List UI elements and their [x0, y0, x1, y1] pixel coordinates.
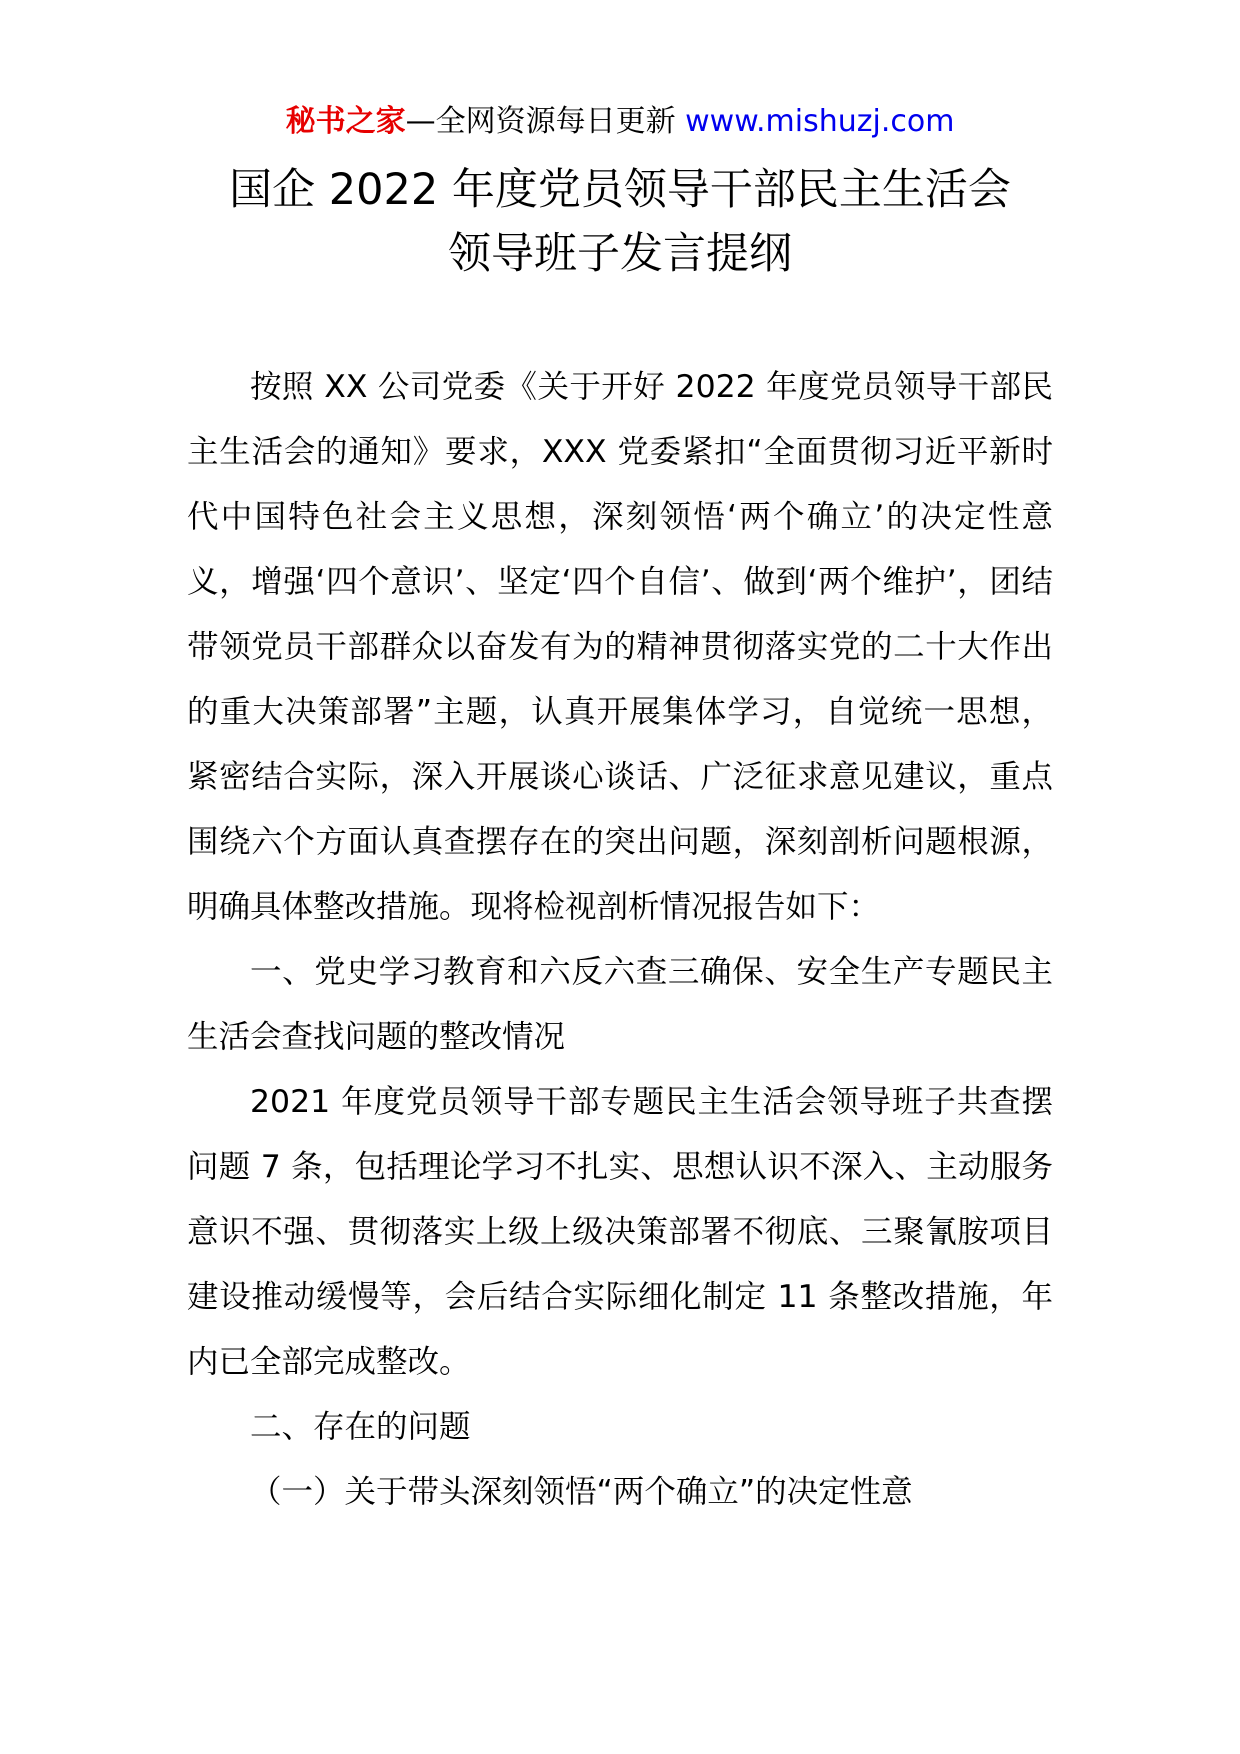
subsection-heading-1: （一）关于带头深刻领悟“两个确立”的决定性意: [250, 1474, 913, 1510]
site-url-link[interactable]: www.mishuzj.com: [685, 104, 955, 139]
document-body: [187, 355, 1053, 1525]
section-heading-1: 一、党史学习教育和六反六查三确保、安全生产专题民主生活会查找问题的整改情况: [187, 954, 1053, 1055]
rectification-paragraph: 2021 年度党员领导干部专题民主生活会领导班子共查摆问题 7 条，包括理论学习不扎实、思想认识不深入、主动服务意识不强、贯彻落实上级上级决策部署不彻底、三聚氰胺项目建设推动缓慢等，会后结合实际细化制定 11 条整改措施，年内已全部完成整改。: [187, 1084, 1053, 1380]
title-line-2: 领导班子发言提纲: [448, 229, 792, 279]
document-title: [0, 158, 1240, 286]
title-line-1: 国企 2022 年度党员领导干部民主生活会: [229, 165, 1011, 215]
section-heading-2: 二、存在的问题: [250, 1409, 471, 1445]
site-header: [0, 100, 1240, 144]
site-tagline: —全网资源每日更新: [405, 104, 686, 139]
site-name: 秘书之家: [285, 104, 406, 139]
intro-paragraph: 按照 XX 公司党委《关于开好 2022 年度党员领导干部民主生活会的通知》要求，XXX 党委紧扣“全面贯彻习近平新时代中国特色社会主义思想，深刻领悟‘两个确立’的决定性意义，增强‘四个意识’、坚定‘四个自信’、做到‘两个维护’，团结带领党员干部群众以奋发有为的精神贯彻落实党的二十大作出的重大决策部署”主题，认真开展集体学习，自觉统一思想，紧密结合实际，深入开展谈心谈话、广泛征求意见建议，重点围绕六个方面认真查摆存在的突出问题，深刻剖析问题根源，明确具体整改措施。现将检视剖析情况报告如下：: [187, 369, 1053, 925]
